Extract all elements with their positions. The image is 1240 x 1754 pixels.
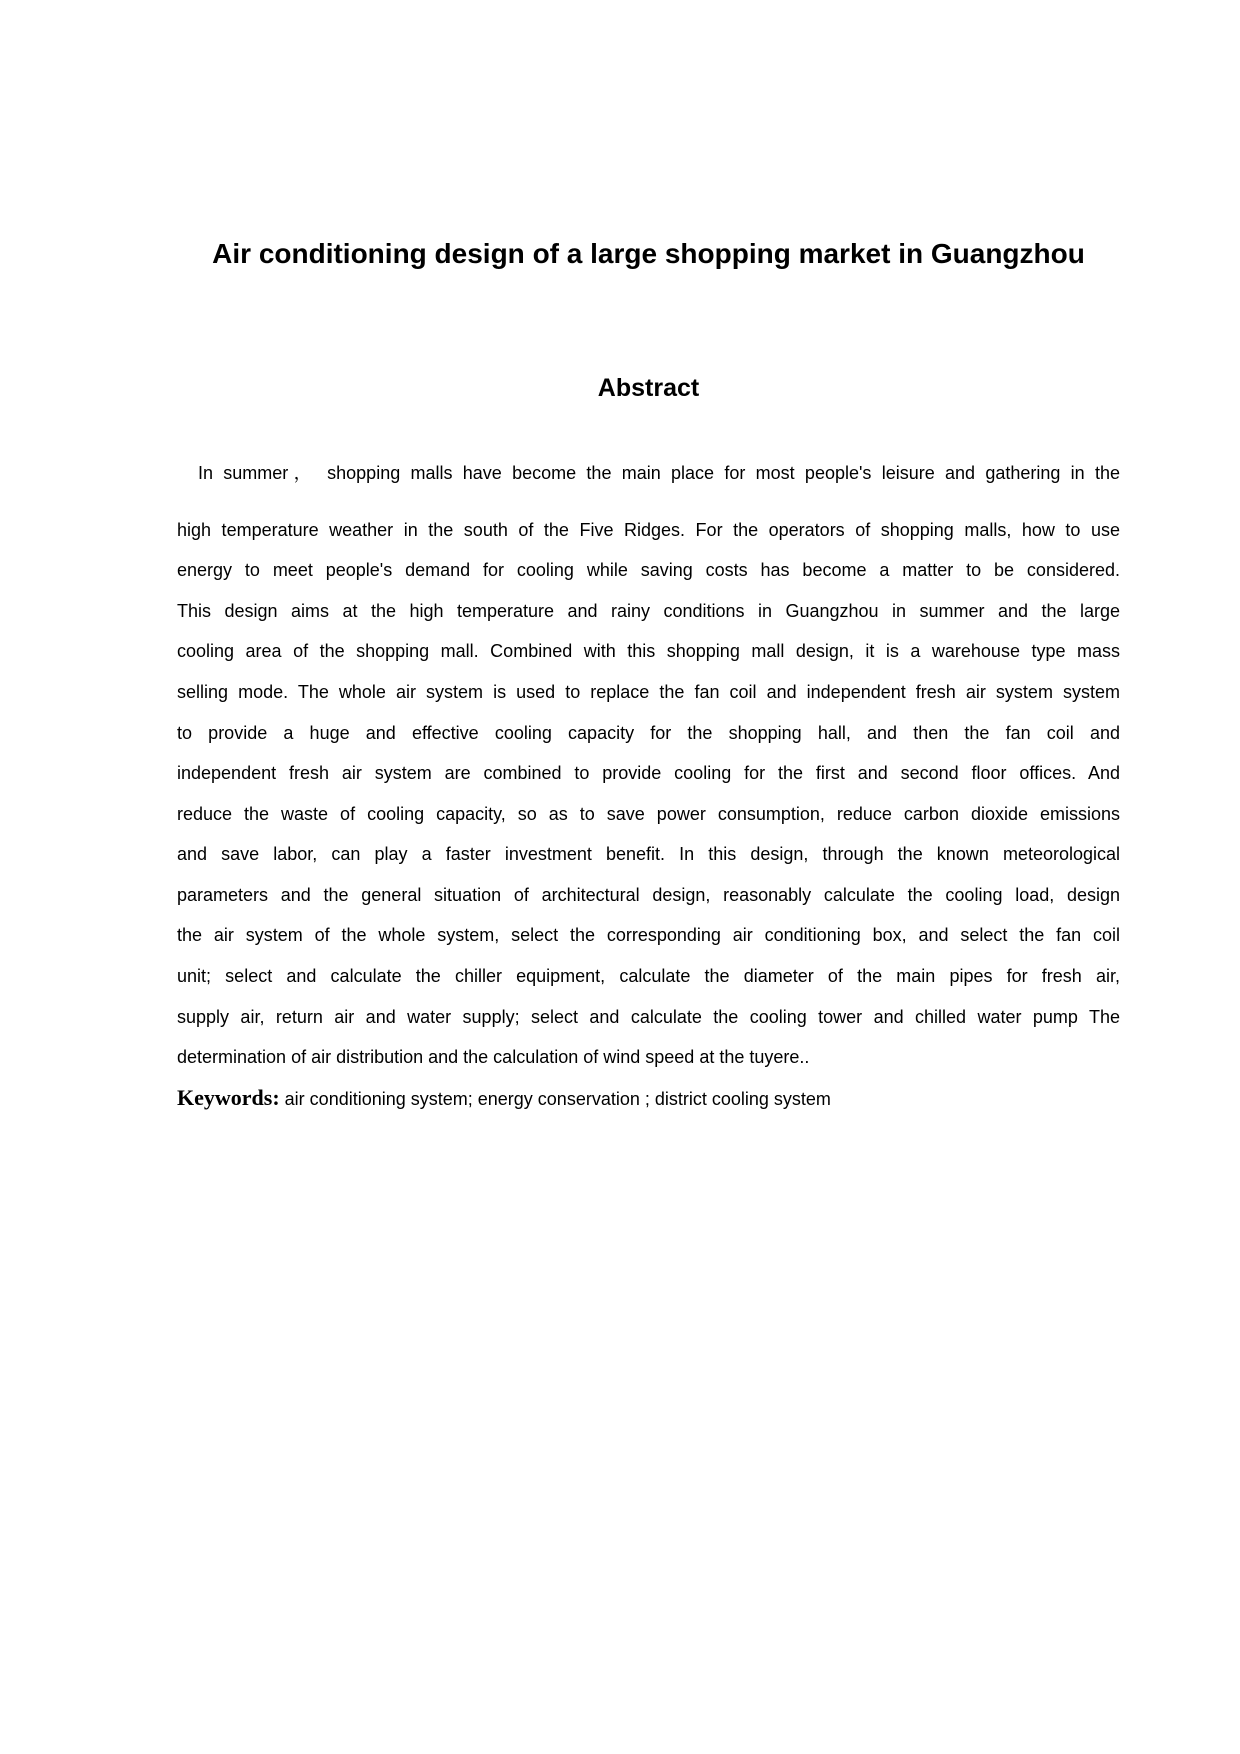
paragraph-line: This design aims at the high temperature and rainy conditions in Guangzhou in summer and the large <box>177 600 1120 621</box>
abstract-heading: Abstract <box>597 374 700 403</box>
paragraph-line: parameters and the general situation of architectural design, reasonably calculate the cooling load, design <box>177 884 1120 905</box>
paragraph-line: cooling area of the shopping mall. Combined with this shopping mall design, it is a warehouse type mass <box>177 641 1120 662</box>
paragraph-line: and save labor, can play a faster investment benefit. In this design, through the known meteorological <box>177 844 1120 865</box>
keywords-line <box>177 1078 1120 1120</box>
abstract-paragraph <box>177 453 1120 1078</box>
paragraph-line: to provide a huge and effective cooling capacity for the shopping hall, and then the fan coil and <box>177 722 1120 743</box>
keywords-label: Keywords: <box>177 1084 280 1110</box>
paragraph-line: high temperature weather in the south of the Five Ridges. For the operators of shopping malls, how to use <box>177 519 1120 540</box>
paragraph-line: the air system of the whole system, select the corresponding air conditioning box, and select the fan coil <box>177 925 1120 946</box>
paragraph-line: energy to meet people's demand for cooling while saving costs has become a matter to be considered. <box>177 560 1120 581</box>
document-title: Air conditioning design of a large shopping market in Guangzhou <box>212 238 1085 269</box>
keywords-text: air conditioning system; energy conservation ; district cooling system <box>284 1088 831 1109</box>
paragraph-line: selling mode. The whole air system is used to replace the fan coil and independent fresh air system system <box>177 681 1120 702</box>
paragraph-line: reduce the waste of cooling capacity, so as to save power consumption, reduce carbon dioxide emissions <box>177 803 1120 824</box>
paragraph-line: supply air, return air and water supply; select and calculate the cooling tower and chilled water pump The <box>177 1006 1120 1027</box>
paragraph-line: unit; select and calculate the chiller equipment, calculate the diameter of the main pipes for fresh air, <box>177 966 1120 987</box>
paragraph-line: independent fresh air system are combined to provide cooling for the first and second floor offices. And <box>177 763 1120 784</box>
paragraph-line: determination of air distribution and the calculation of wind speed at the tuyere.. <box>177 1047 810 1068</box>
paragraph-line: In summer， shopping malls have become the main place for most people's leisure and gathering in the <box>198 462 1120 483</box>
